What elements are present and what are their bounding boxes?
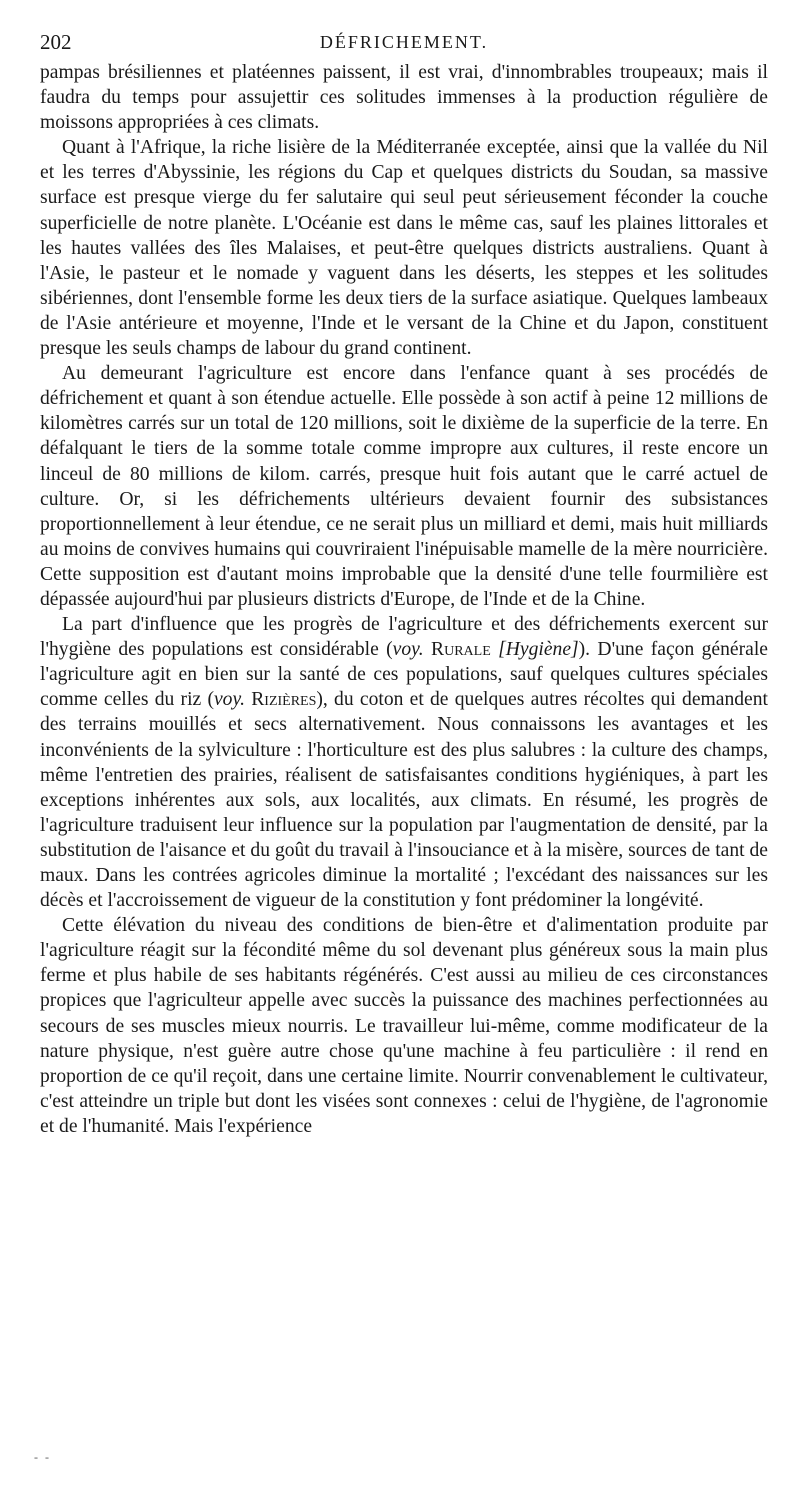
document-page: [40, 26, 768, 1139]
paragraph-3: Au demeurant l'agriculture est encore dans l'enfance quant à ses procédés de défrichement et quant à son étendue actuelle. Elle possède à son actif à peine 12 millions de kilomètres carrés sur un total de 120 millions, soit le dixième de la superficie de la terre. En défalquant le tiers de la somme totale comme impropre aux cultures, il reste encore un linceul de 80 millions de kilom. carrés, presque huit fois autant que le carré actuel de culture. Or, si les défrichements ultérieurs devaient fournir des subsistances proportionnellement à leur étendue, ce ne serait plus un milliard et demi, mais huit milliards au moins de convives humains qui couvriraient l'inépuisable mamelle de la mère nourricière. Cette supposition est d'autant moins improbable que la densité d'une telle fourmilière est dépassée aujourd'hui par plusieurs districts d'Europe, de l'Inde et de la Chine.: [40, 363, 768, 610]
page-number: 202: [40, 30, 72, 54]
ref-rizieres: Rizières: [251, 689, 317, 711]
ref-voy-2: voy.: [213, 689, 245, 711]
paragraph-2: Quant à l'Afrique, la riche lisière de la Méditerranée exceptée, ainsi que la vallée du Nil et les terres d'Abyssinie, les régions du Cap et quelques districts du Soudan, sa massive surface est presque vierge du fer salutaire qui seul peut sérieusement féconder la couche superficielle de notre planète. L'Océanie est dans le même cas, sauf les plaines littorales et les hautes vallées des îles Malaises, et peut-être quelques districts australiens. Quant à l'Asie, le pasteur et le nomade y vaguent dans les déserts, les steppes et les solitudes sibériennes, dont l'ensemble forme les deux tiers de la surface asiatique. Quelques lambeaux de l'Asie antérieure et moyenne, l'Inde et le versant de la Chine et du Japon, constituent presque les seuls champs de labour du grand continent.: [40, 137, 768, 360]
paragraph-5: Cette élévation du niveau des conditions de bien-être et d'alimentation produite par l'agriculture réagit sur la fécondité même du sol devenant plus généreux sous la main plus ferme et plus habile de ses habitants régénérés. C'est aussi au milieu de ces circonstances propices que l'agriculteur appelle avec succès la puissance des machines perfectionnées au secours de ses muscles mieux nourris. Le travailleur lui-même, comme modificateur de la nature physique, n'est guère autre chose qu'une machine à feu particulière : il rend en proportion de ce qu'il reçoit, dans une certaine limite. Nourrir convenablement le cultivateur, c'est atteindre un triple but dont les visées sont connexes : celui de l'hygiène, de l'agronomie et de l'humanité. Mais l'expérience: [40, 915, 768, 1137]
ref-voy-1: voy.: [392, 639, 424, 661]
running-title: DÉFRICHEMENT.: [319, 32, 489, 52]
ref-rurale: Rurale: [431, 639, 491, 661]
paragraph-4-text-after: ), du coton et de quelques autres récoltes qui demandent des terrains mouillés et secs alternativement. Nous connaissons les avantages et les inconvénients de la sylviculture : l'horticulture est des plus salubres : la culture des champs, même l'entretien des prairies, réalisent de satisfaisantes conditions hygiéniques, à part les exceptions inhérentes aux sols, aux localités, aux climats. En résumé, les progrès de l'agriculture traduisent leur influence sur la population par l'augmentation de densité, par la substitution de l'aisance et du goût du travail à l'insouciance et à la misère, sources de tant de maux. Dans les contrées agricoles diminue la mortalité ; l'excédant des naissances sur les décès et l'accroissement de vigueur de la constitution y font prédominer la longévité.: [40, 689, 768, 912]
paragraph-1: pampas brésiliennes et platéennes paissent, il est vrai, d'innombrables troupeaux; mais il faudra du temps pour assujettir ces solitudes immenses à la production régulière de moissons appropriées à ces climats.: [40, 62, 768, 134]
page-header: [40, 26, 768, 60]
ref-hygiene: [Hygiène]: [498, 639, 579, 661]
paragraph-4: [40, 612, 768, 913]
paragraph-4-text-before: La part d'influence que les progrès de l'agriculture et des défrichements exercent sur l'hygiène des populations est considérable (: [40, 614, 768, 661]
body-text: [40, 60, 768, 1139]
paragraph-4-text-mid: ). D'une façon générale l'agriculture agit en bien sur la santé de ces populations, sauf quelques cultures spéciales comme celles du riz (: [40, 639, 768, 711]
footer-mark: - -: [34, 1450, 51, 1464]
